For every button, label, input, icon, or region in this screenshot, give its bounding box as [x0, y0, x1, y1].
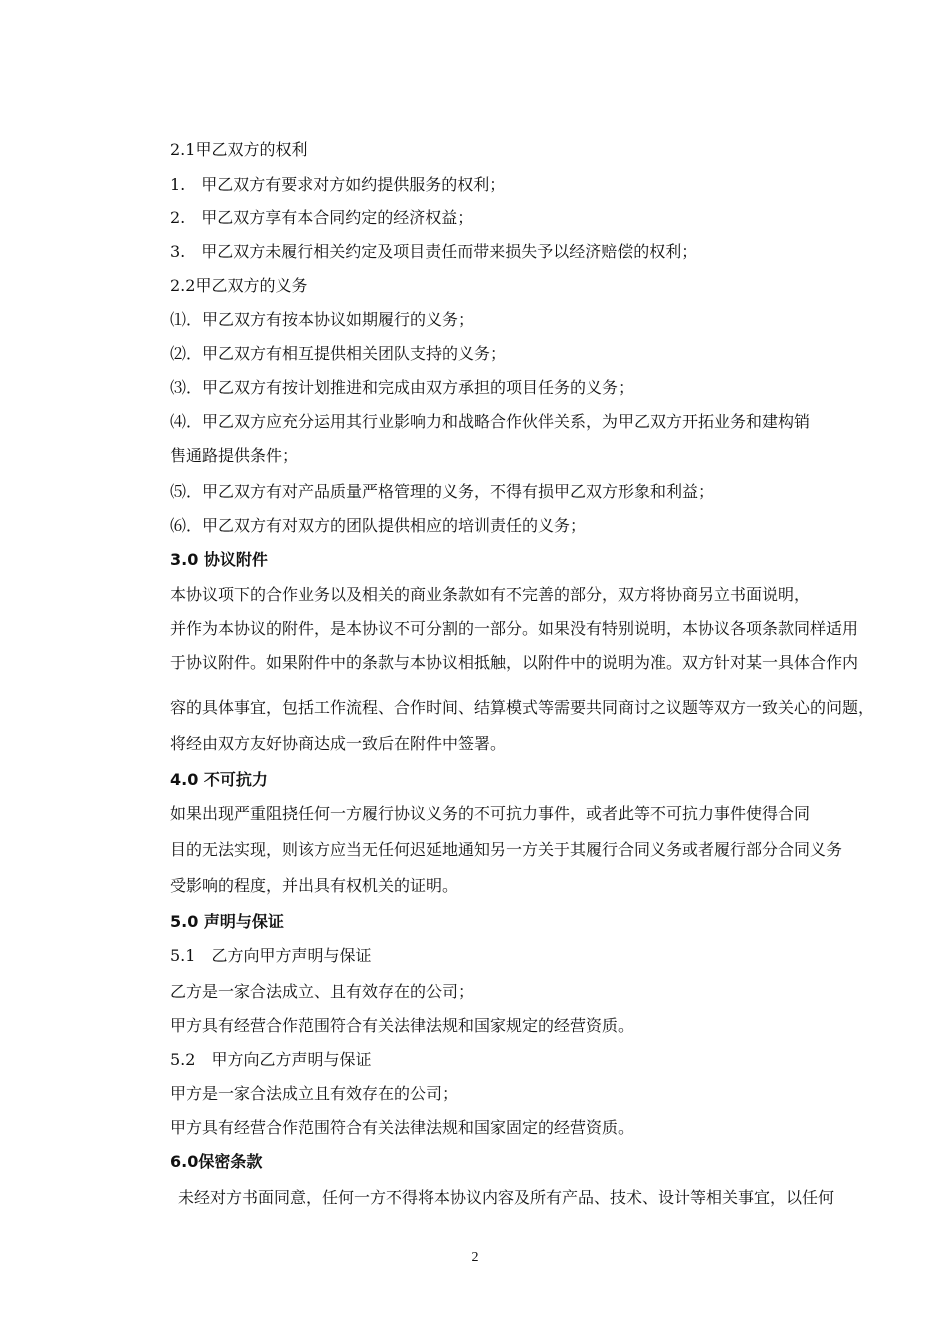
list-item: ⑴．甲乙双方有按本协议如期履行的义务；: [170, 310, 475, 329]
list-item: ⑷．甲乙双方应充分运用其行业影响力和战略合作伙伴关系，为甲乙双方开拓业务和建构销: [170, 412, 811, 431]
list-item: 1. 甲乙双方有要求对方如约提供服务的权利；: [170, 175, 506, 194]
paragraph-line: 于协议附件。如果附件中的条款与本协议相抵触，以附件中的说明为准。双方针对某一具体合作内: [170, 653, 859, 672]
list-item: 甲方具有经营合作范围符合有关法律法规和国家固定的经营资质。: [170, 1118, 635, 1137]
page-number: 2: [471, 1250, 479, 1265]
section-3-heading: 3.0 协议附件: [170, 550, 268, 569]
list-item: 乙方是一家合法成立、且有效存在的公司；: [170, 982, 475, 1001]
paragraph-line: 如果出现严重阻挠任何一方履行协议义务的不可抗力事件，或者此等不可抗力事件使得合同: [170, 804, 811, 823]
section-5-2-title: 5.2 甲方向乙方声明与保证: [170, 1050, 372, 1069]
paragraph-line: 并作为本协议的附件，是本协议不可分割的一部分。如果没有特别说明，本协议各项条款同样适用: [170, 619, 859, 638]
paragraph-line: 未经对方书面同意，任何一方不得将本协议内容及所有产品、技术、设计等相关事宜，以任何: [178, 1188, 835, 1207]
paragraph-line: 受影响的程度，并出具有权机关的证明。: [170, 876, 459, 895]
section-6-heading: 6.0保密条款: [170, 1152, 263, 1171]
paragraph-line: 目的无法实现，则该方应当无任何迟延地通知另一方关于其履行合同义务或者履行部分合同义务: [170, 840, 843, 859]
list-item: ⑹．甲乙双方有对双方的团队提供相应的培训责任的义务；: [170, 516, 587, 535]
list-item: 甲方具有经营合作范围符合有关法律法规和国家规定的经营资质。: [170, 1016, 635, 1035]
list-item: ⑸．甲乙双方有对产品质量严格管理的义务，不得有损甲乙双方形象和利益；: [170, 482, 715, 501]
list-item: ⑵．甲乙双方有相互提供相关团队支持的义务；: [170, 344, 507, 363]
paragraph-line: 本协议项下的合作业务以及相关的商业条款如有不完善的部分，双方将协商另立书面说明，: [170, 585, 811, 604]
paragraph-line: 容的具体事宜，包括工作流程、合作时间、结算模式等需要共同商讨之议题等双方一致关心的问题，: [170, 698, 875, 717]
list-item: 甲方是一家合法成立且有效存在的公司；: [170, 1084, 459, 1103]
section-4-heading: 4.0 不可抗力: [170, 770, 268, 789]
section-2-2-title: 2.2甲乙双方的义务: [170, 276, 308, 295]
list-item: 3. 甲乙双方未履行相关约定及项目责任而带来损失予以经济赔偿的权利；: [170, 242, 698, 261]
list-item: 2. 甲乙双方享有本合同约定的经济权益；: [170, 208, 474, 227]
section-5-1-title: 5.1 乙方向甲方声明与保证: [170, 946, 372, 965]
section-2-1-title: 2.1甲乙双方的权利: [170, 140, 308, 159]
list-item: ⑶．甲乙双方有按计划推进和完成由双方承担的项目任务的义务；: [170, 378, 635, 397]
section-5-heading: 5.0 声明与保证: [170, 912, 284, 931]
paragraph-line: 将经由双方友好协商达成一致后在附件中签署。: [170, 734, 507, 753]
list-item-continuation: 售通路提供条件；: [170, 446, 299, 465]
